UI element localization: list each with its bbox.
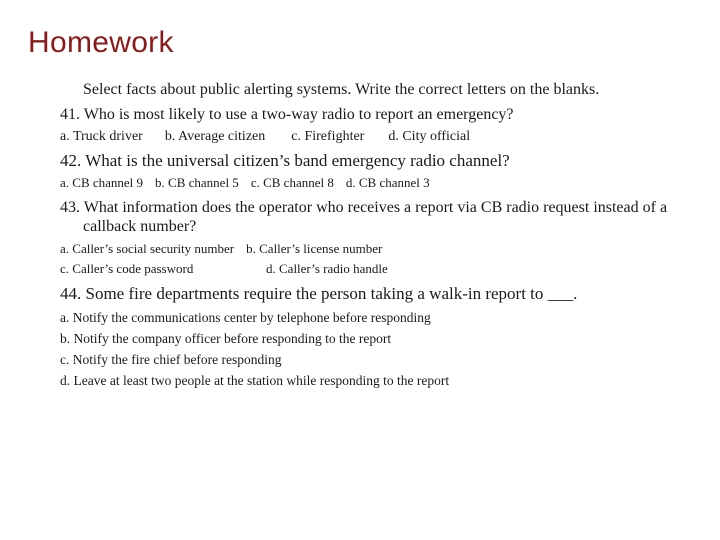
option-42-d: d. CB channel 3 bbox=[345, 175, 430, 190]
option-42-a: a. CB channel 9 bbox=[60, 175, 144, 190]
question-44-options bbox=[60, 307, 670, 391]
option-44-a: a. Notify the communications center by telephone before responding bbox=[60, 310, 431, 325]
option-44-d: d. Leave at least two people at the station while responding to the report bbox=[60, 373, 450, 388]
option-41-c: c. Firefighter bbox=[291, 129, 365, 144]
option-44-c: c. Notify the fire chief before responding bbox=[60, 352, 282, 367]
question-42: 42. What is the universal citizen’s band emergency radio channel? bbox=[60, 151, 510, 170]
option-41-d: d. City official bbox=[388, 129, 471, 144]
option-41-b: b. Average citizen bbox=[164, 129, 266, 144]
instructions: Select facts about public alerting systems. Write the correct letters on the blanks. bbox=[83, 81, 600, 98]
question-41-options bbox=[60, 128, 670, 146]
question-43-options-row-1 bbox=[60, 240, 670, 258]
option-43-c: c. Caller’s code password bbox=[60, 261, 194, 276]
option-42-c: c. CB channel 8 bbox=[250, 175, 334, 190]
option-42-b: b. CB channel 5 bbox=[155, 175, 239, 190]
homework-content bbox=[60, 80, 670, 391]
question-44: 44. Some fire departments require the person taking a walk-in report to ___. bbox=[60, 284, 578, 303]
question-43: 43. What information does the operator who receives a report via CB radio request instead of a callback number? bbox=[60, 199, 668, 235]
option-41-a: a. Truck driver bbox=[60, 129, 143, 144]
question-41: 41. Who is most likely to use a two-way radio to report an emergency? bbox=[60, 106, 514, 123]
option-44-b: b. Notify the company officer before responding to the report bbox=[60, 331, 392, 346]
option-43-d: d. Caller’s radio handle bbox=[266, 261, 388, 276]
question-43-options-row-2 bbox=[60, 260, 670, 278]
slide-title: Homework bbox=[28, 26, 174, 59]
option-43-a: a. Caller’s social security number bbox=[60, 241, 235, 256]
option-43-b: b. Caller’s license number bbox=[246, 241, 383, 256]
question-42-options bbox=[60, 174, 670, 192]
